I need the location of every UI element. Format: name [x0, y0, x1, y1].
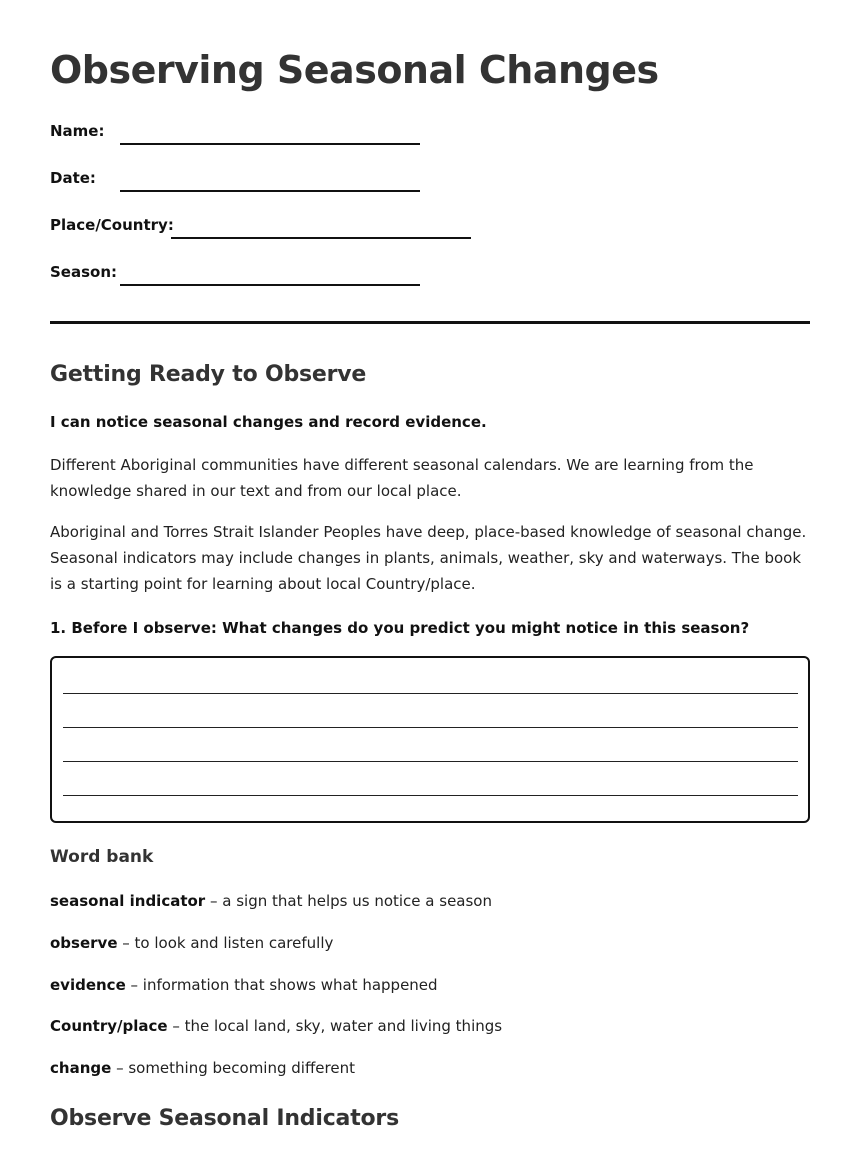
question-1: 1. Before I observe: What changes do you predict you might notice in this season?	[50, 619, 750, 637]
season-input-line[interactable]	[120, 284, 420, 286]
place-country-input-line[interactable]	[171, 237, 471, 239]
word-bank-definition: – something becoming different	[111, 1059, 355, 1077]
intro-paragraph-1: Different Aboriginal communities have different seasonal calendars. We are learning from the knowledge shared in our text and from our local place.	[50, 456, 754, 500]
intro-paragraph-2: Aboriginal and Torres Strait Islander Peoples have deep, place-based knowledge of seasonal change. Seasonal indicators may include changes in plants, animals, weather, sky and waterways. The book is a starting point for learning about local Country/place.	[50, 523, 807, 593]
prediction-answer-box[interactable]	[50, 656, 810, 823]
word-bank-entry	[50, 976, 438, 994]
name-label: Name:	[50, 122, 105, 140]
word-bank-term: Country/place	[50, 1017, 168, 1035]
section-heading-getting-ready: Getting Ready to Observe	[50, 362, 367, 387]
word-bank-term: change	[50, 1059, 112, 1077]
page-title: Observing Seasonal Changes	[50, 48, 659, 92]
writing-line	[63, 693, 798, 694]
word-bank-definition: – information that shows what happened	[125, 976, 438, 994]
word-bank-definition: – the local land, sky, water and living things	[167, 1017, 503, 1035]
word-bank-entry	[50, 1017, 502, 1035]
word-bank-entry	[50, 892, 492, 910]
word-bank-entry	[50, 934, 333, 952]
word-bank-term: evidence	[50, 976, 126, 994]
writing-line	[63, 727, 798, 728]
section-heading-observe-indicators: Observe Seasonal Indicators	[50, 1106, 399, 1131]
word-bank-term: observe	[50, 934, 118, 952]
writing-line	[63, 761, 798, 762]
word-bank-term: seasonal indicator	[50, 892, 206, 910]
season-label: Season:	[50, 263, 118, 281]
section-divider	[50, 321, 810, 324]
writing-line	[63, 795, 798, 796]
word-bank-definition: – to look and listen carefully	[117, 934, 334, 952]
word-bank-entry	[50, 1059, 355, 1077]
place-country-label: Place/Country:	[50, 216, 174, 234]
date-label: Date:	[50, 169, 96, 187]
word-bank-definition: – a sign that helps us notice a season	[205, 892, 492, 910]
word-bank-heading: Word bank	[50, 847, 154, 867]
date-input-line[interactable]	[120, 190, 420, 192]
learning-goal: I can notice seasonal changes and record evidence.	[50, 413, 487, 431]
name-input-line[interactable]	[120, 143, 420, 145]
